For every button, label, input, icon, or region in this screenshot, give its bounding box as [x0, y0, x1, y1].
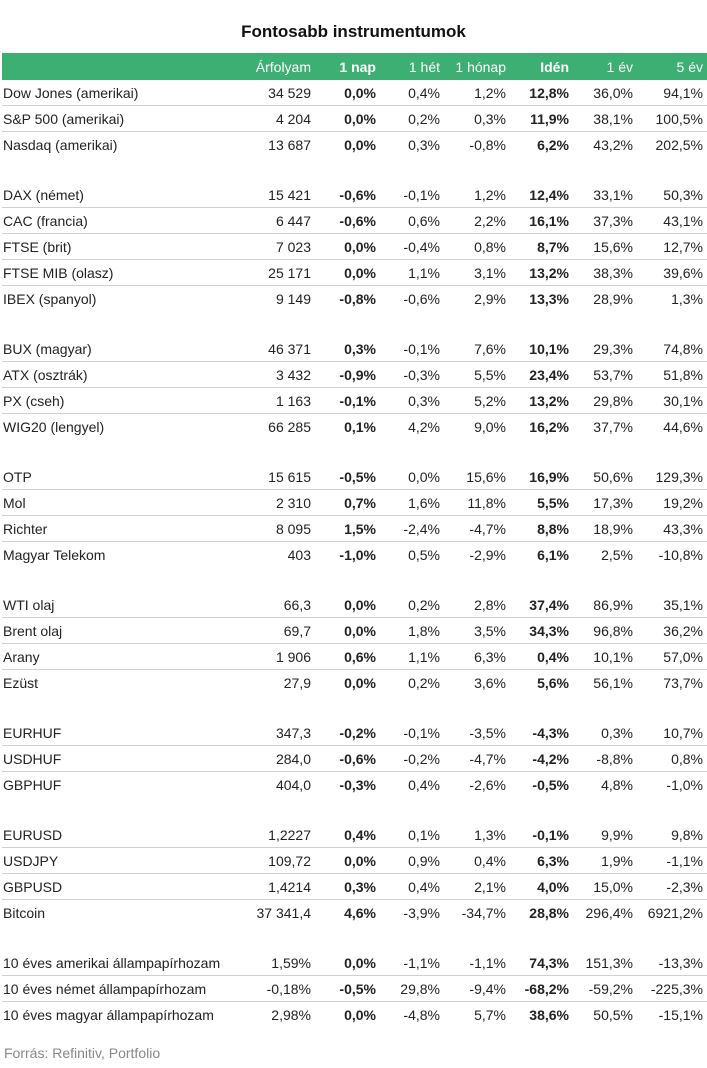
table-cell: 6,1% [537, 546, 569, 563]
table-cell: 16,9% [510, 464, 573, 490]
table-cell: -34,7% [461, 904, 506, 921]
table-row [2, 848, 707, 874]
table-row [2, 414, 707, 440]
table-cell: 6921,2% [647, 904, 703, 921]
table-cell: 36,2% [637, 618, 707, 644]
table-row [2, 388, 707, 414]
table-cell: 9,9% [573, 822, 637, 848]
table-cell: 0,9% [380, 848, 444, 874]
table-cell: 38,6% [529, 1006, 569, 1023]
group-spacer [2, 695, 707, 720]
table-cell: 3 432 [247, 362, 315, 388]
table-cell: -0,6% [315, 182, 380, 208]
table-cell: 1 163 [247, 388, 315, 414]
instrument-name: Nasdaq (amerikai) [3, 136, 118, 153]
table-cell: 2,2% [444, 208, 510, 234]
table-cell: 15 421 [247, 182, 315, 208]
table-row [2, 822, 707, 848]
table-cell: 1,3% [671, 290, 703, 307]
table-row [2, 746, 707, 772]
table-row [2, 874, 707, 900]
table-cell: 0,4% [380, 80, 444, 106]
table-cell: 0,3% [444, 106, 510, 132]
table-cell: 28,9% [593, 290, 633, 307]
table-cell: 0,3% [380, 388, 444, 414]
source-note: Forrás: Refinitiv, Portfolio [4, 1045, 161, 1061]
table-cell: 4 204 [247, 106, 315, 132]
table-body [2, 80, 707, 1027]
table-cell: 5,5% [444, 362, 510, 388]
table-cell: 129,3% [637, 464, 707, 490]
table-cell: 15,6% [444, 464, 510, 490]
instrument-name: Dow Jones (amerikai) [2, 80, 247, 106]
table-cell: 74,3% [510, 950, 573, 976]
table-row [2, 208, 707, 234]
table-cell: -1,0% [339, 546, 376, 563]
table-cell: 0,6% [315, 644, 380, 670]
instrument-name: EURUSD [2, 822, 247, 848]
table-cell: 0,2% [380, 592, 444, 618]
table-cell: 34,3% [510, 618, 573, 644]
table-cell: -3,9% [403, 904, 440, 921]
table-cell: 1 906 [247, 644, 315, 670]
table-row [2, 132, 707, 158]
table-cell: 13,2% [510, 260, 573, 286]
table-cell: 3,6% [474, 674, 506, 691]
column-header: 1 hónap [444, 53, 510, 80]
table-cell: 0,0% [344, 674, 376, 691]
table-cell: 37,7% [593, 418, 633, 435]
table-cell: 109,72 [247, 848, 315, 874]
table-cell: 37 341,4 [256, 904, 311, 921]
table-cell: -4,7% [444, 516, 510, 542]
table-cell: -0,4% [380, 234, 444, 260]
table-cell: 2,1% [444, 874, 510, 900]
table-cell: 1,4214 [247, 874, 315, 900]
table-cell: -0,8% [339, 290, 376, 307]
instrument-name: Ezüst [3, 674, 39, 691]
table-cell: 2,5% [601, 546, 633, 563]
table-cell: 100,5% [637, 106, 707, 132]
table-cell: -0,6% [403, 290, 440, 307]
column-header: 1 nap [315, 53, 380, 80]
table-cell: 1,1% [380, 644, 444, 670]
table-row [2, 1002, 707, 1028]
table-row [2, 106, 707, 132]
table-cell: -0,2% [315, 720, 380, 746]
table-cell: 29,3% [573, 336, 637, 362]
table-cell: -0,2% [380, 746, 444, 772]
instrument-name: EURHUF [2, 720, 247, 746]
table-row [2, 234, 707, 260]
table-cell: 0,0% [380, 464, 444, 490]
table-cell: 11,9% [510, 106, 573, 132]
instrument-name: 10 éves amerikai állampapírhozam [2, 950, 247, 976]
table-cell: 5,2% [444, 388, 510, 414]
table-row [2, 644, 707, 670]
table-cell: 29,8% [573, 388, 637, 414]
table-cell: 0,7% [315, 490, 380, 516]
table-cell: -0,1% [510, 822, 573, 848]
table-row [2, 286, 707, 312]
table-cell: 46 371 [247, 336, 315, 362]
table-cell: 0,4% [380, 874, 444, 900]
instrument-name: Bitcoin [3, 904, 46, 921]
table-cell: 5,7% [474, 1006, 506, 1023]
table-cell: -4,3% [510, 720, 573, 746]
table-cell: -1,0% [666, 776, 703, 793]
table-cell: 28,8% [529, 904, 569, 921]
table-cell: -0,6% [315, 208, 380, 234]
table-cell: 7,6% [444, 336, 510, 362]
table-cell: 53,7% [573, 362, 637, 388]
table-cell: 38,1% [573, 106, 637, 132]
table-cell: 12,7% [637, 234, 707, 260]
group-spacer [2, 925, 707, 950]
table-cell: 1,59% [247, 950, 315, 976]
table-title: Fontosabb instrumentumok [241, 22, 466, 41]
table-cell: -0,1% [380, 336, 444, 362]
table-cell: -13,3% [637, 950, 707, 976]
table-cell: 0,0% [344, 1006, 376, 1023]
table-cell: -0,18% [247, 976, 315, 1002]
table-cell: -4,2% [510, 746, 573, 772]
table-cell: -59,2% [573, 976, 637, 1002]
table-cell: 7 023 [247, 234, 315, 260]
table-cell: 2,8% [444, 592, 510, 618]
table-cell: -0,6% [315, 746, 380, 772]
instrument-name: Arany [2, 644, 247, 670]
table-cell: 74,8% [637, 336, 707, 362]
table-cell: 296,4% [585, 904, 633, 921]
instrument-name: WIG20 (lengyel) [3, 418, 105, 435]
table-cell: 8,7% [510, 234, 573, 260]
table-row [2, 260, 707, 286]
table-cell: 3,1% [444, 260, 510, 286]
column-header: Árfolyam [247, 53, 315, 80]
group-spacer [2, 311, 707, 336]
table-cell: 30,1% [637, 388, 707, 414]
table-cell: -2,4% [380, 516, 444, 542]
table-cell: 1,1% [380, 260, 444, 286]
table-cell: 403 [287, 546, 311, 563]
table-cell: 0,4% [444, 848, 510, 874]
table-cell: 43,2% [593, 136, 633, 153]
table-cell: -0,5% [315, 976, 380, 1002]
table-cell: -0,1% [315, 388, 380, 414]
table-cell: 57,0% [637, 644, 707, 670]
table-cell: 25 171 [247, 260, 315, 286]
table-cell: -0,5% [532, 776, 569, 793]
table-row [2, 772, 707, 798]
table-cell: 36,0% [573, 80, 637, 106]
instrument-name: GBPHUF [3, 776, 62, 793]
table-cell: 6 447 [247, 208, 315, 234]
column-header: Idén [510, 53, 573, 80]
table-cell: -0,3% [339, 776, 376, 793]
table-cell: -0,1% [380, 182, 444, 208]
table-cell: 15 615 [247, 464, 315, 490]
table-cell: -1,1% [380, 950, 444, 976]
table-cell: 51,8% [637, 362, 707, 388]
table-cell: 202,5% [655, 136, 703, 153]
table-cell: 0,0% [315, 848, 380, 874]
table-cell: 1,2227 [247, 822, 315, 848]
table-cell: -4,7% [444, 746, 510, 772]
table-cell: 0,0% [315, 234, 380, 260]
table-cell: 0,0% [315, 618, 380, 644]
table-cell: 0,6% [380, 208, 444, 234]
table-cell: 37,3% [573, 208, 637, 234]
table-cell: 50,6% [573, 464, 637, 490]
table-cell: 12,4% [510, 182, 573, 208]
table-row [2, 670, 707, 696]
instrument-name: 10 éves német állampapírhozam [2, 976, 247, 1002]
table-cell: -8,8% [573, 746, 637, 772]
table-cell: 44,6% [663, 418, 703, 435]
table-cell: 10,7% [637, 720, 707, 746]
table-cell: 66,3 [247, 592, 315, 618]
table-cell: 56,1% [593, 674, 633, 691]
instrument-name: Richter [2, 516, 247, 542]
table-cell: 33,1% [573, 182, 637, 208]
instrument-name: DAX (német) [2, 182, 247, 208]
instrument-name: Mol [2, 490, 247, 516]
table-cell: 43,1% [637, 208, 707, 234]
table-cell: 0,4% [315, 822, 380, 848]
table-cell: -0,8% [469, 136, 506, 153]
table-cell: 1,6% [380, 490, 444, 516]
table-cell: 9,8% [637, 822, 707, 848]
table-cell: -1,1% [637, 848, 707, 874]
table-cell: 6,3% [444, 644, 510, 670]
table-cell: 0,0% [315, 592, 380, 618]
instrument-name: OTP [2, 464, 247, 490]
table-cell: 284,0 [247, 746, 315, 772]
table-cell: 0,3% [315, 874, 380, 900]
table-cell: 0,0% [344, 136, 376, 153]
table-cell: 0,2% [408, 674, 440, 691]
instrument-name: CAC (francia) [2, 208, 247, 234]
table-cell: 0,2% [380, 106, 444, 132]
table-cell: 2 310 [247, 490, 315, 516]
table-cell: 0,0% [315, 260, 380, 286]
instrument-name: Magyar Telekom [3, 546, 106, 563]
table-cell: 69,7 [247, 618, 315, 644]
instrument-name: S&P 500 (amerikai) [2, 106, 247, 132]
table-cell: 9 149 [275, 290, 311, 307]
table-row [2, 618, 707, 644]
table-cell: 1,3% [444, 822, 510, 848]
table-row [2, 976, 707, 1002]
table-cell: 0,8% [637, 746, 707, 772]
table-row [2, 950, 707, 976]
table-row [2, 900, 707, 926]
table-cell: -9,4% [444, 976, 510, 1002]
table-cell: 0,0% [315, 80, 380, 106]
table-cell: 2,9% [474, 290, 506, 307]
table-cell: 13,3% [529, 290, 569, 307]
table-cell: 347,3 [247, 720, 315, 746]
instruments-table [2, 53, 707, 1027]
table-row [2, 516, 707, 542]
group-spacer [2, 797, 707, 822]
table-cell: -68,2% [510, 976, 573, 1002]
table-row [2, 592, 707, 618]
table-cell: 9,0% [474, 418, 506, 435]
instrument-name: PX (cseh) [2, 388, 247, 414]
table-cell: 0,0% [315, 106, 380, 132]
instrument-name: BUX (magyar) [2, 336, 247, 362]
table-cell: 6,3% [510, 848, 573, 874]
table-cell: 19,2% [637, 490, 707, 516]
table-cell: 38,3% [573, 260, 637, 286]
column-header: 1 hét [380, 53, 444, 80]
table-cell: 15,6% [573, 234, 637, 260]
table-cell: 16,1% [510, 208, 573, 234]
table-cell: 50,5% [593, 1006, 633, 1023]
table-cell: 34 529 [247, 80, 315, 106]
table-cell: 27,9 [283, 674, 311, 691]
instrument-name: ATX (osztrák) [2, 362, 247, 388]
table-cell: 29,8% [380, 976, 444, 1002]
instrument-name: FTSE (brit) [2, 234, 247, 260]
table-cell: -2,3% [637, 874, 707, 900]
instrument-name: Brent olaj [2, 618, 247, 644]
table-cell: 0,3% [573, 720, 637, 746]
table-cell: 4,6% [344, 904, 376, 921]
table-cell: 17,3% [573, 490, 637, 516]
table-cell: 13,2% [510, 388, 573, 414]
table-cell: -0,1% [380, 720, 444, 746]
table-cell: -1,1% [444, 950, 510, 976]
column-header: 1 év [573, 53, 637, 80]
column-header: 5 év [637, 53, 707, 80]
instrument-name: 10 éves magyar állampapírhozam [3, 1006, 214, 1023]
instrument-name: IBEX (spanyol) [3, 290, 97, 307]
table-cell: 0,3% [315, 336, 380, 362]
column-header [2, 53, 247, 80]
table-cell: 50,3% [637, 182, 707, 208]
table-cell: 0,0% [315, 950, 380, 976]
table-cell: 1,2% [444, 80, 510, 106]
table-cell: 3,5% [444, 618, 510, 644]
table-row [2, 464, 707, 490]
table-row [2, 490, 707, 516]
table-cell: 15,0% [573, 874, 637, 900]
table-cell: 73,7% [663, 674, 703, 691]
table-cell: 94,1% [637, 80, 707, 106]
table-cell: 10,1% [573, 644, 637, 670]
table-cell: 0,5% [408, 546, 440, 563]
table-row [2, 362, 707, 388]
group-spacer [2, 157, 707, 182]
table-cell: 18,9% [573, 516, 637, 542]
table-cell: 0,3% [408, 136, 440, 153]
table-cell: 4,8% [601, 776, 633, 793]
table-cell: 4,2% [408, 418, 440, 435]
instrument-name: USDHUF [2, 746, 247, 772]
table-cell: -4,8% [403, 1006, 440, 1023]
table-cell: 5,5% [510, 490, 573, 516]
table-cell: 23,4% [510, 362, 573, 388]
table-cell: 43,3% [637, 516, 707, 542]
table-cell: 4,0% [510, 874, 573, 900]
table-header-row [2, 53, 707, 80]
table-row [2, 336, 707, 362]
table-cell: 1,9% [573, 848, 637, 874]
table-cell: -15,1% [658, 1006, 703, 1023]
table-cell: 86,9% [573, 592, 637, 618]
table-cell: 96,8% [573, 618, 637, 644]
table-cell: 0,1% [344, 418, 376, 435]
instrument-name: GBPUSD [2, 874, 247, 900]
table-cell: 8 095 [247, 516, 315, 542]
group-spacer [2, 439, 707, 464]
table-cell: 10,1% [510, 336, 573, 362]
instrument-name: USDJPY [2, 848, 247, 874]
table-row [2, 542, 707, 568]
table-cell: 1,5% [315, 516, 380, 542]
table-cell: -0,5% [315, 464, 380, 490]
table-cell: -225,3% [637, 976, 707, 1002]
table-cell: -0,3% [380, 362, 444, 388]
table-cell: -0,9% [315, 362, 380, 388]
table-cell: 13 687 [268, 136, 311, 153]
instrument-name: FTSE MIB (olasz) [2, 260, 247, 286]
table-cell: 11,8% [444, 490, 510, 516]
table-cell: 151,3% [573, 950, 637, 976]
table-cell: -2,9% [469, 546, 506, 563]
table-cell: 0,8% [444, 234, 510, 260]
table-cell: 8,8% [510, 516, 573, 542]
table-row [2, 80, 707, 106]
table-cell: 0,1% [380, 822, 444, 848]
instrument-name: WTI olaj [2, 592, 247, 618]
table-cell: 6,2% [537, 136, 569, 153]
table-cell: 1,2% [444, 182, 510, 208]
table-cell: 0,4% [408, 776, 440, 793]
table-cell: 16,2% [529, 418, 569, 435]
table-cell: 66 285 [268, 418, 311, 435]
table-cell: 39,6% [637, 260, 707, 286]
table-cell: 12,8% [510, 80, 573, 106]
table-cell: -10,8% [658, 546, 703, 563]
table-cell: 404,0 [275, 776, 311, 793]
table-cell: 37,4% [510, 592, 573, 618]
table-cell: 1,8% [380, 618, 444, 644]
table-cell: -2,6% [469, 776, 506, 793]
table-row [2, 182, 707, 208]
table-cell: -3,5% [444, 720, 510, 746]
group-spacer [2, 567, 707, 592]
table-cell: 35,1% [637, 592, 707, 618]
table-row [2, 720, 707, 746]
table-cell: 2,98% [271, 1006, 311, 1023]
table-cell: 0,4% [510, 644, 573, 670]
table-cell: 5,6% [537, 674, 569, 691]
